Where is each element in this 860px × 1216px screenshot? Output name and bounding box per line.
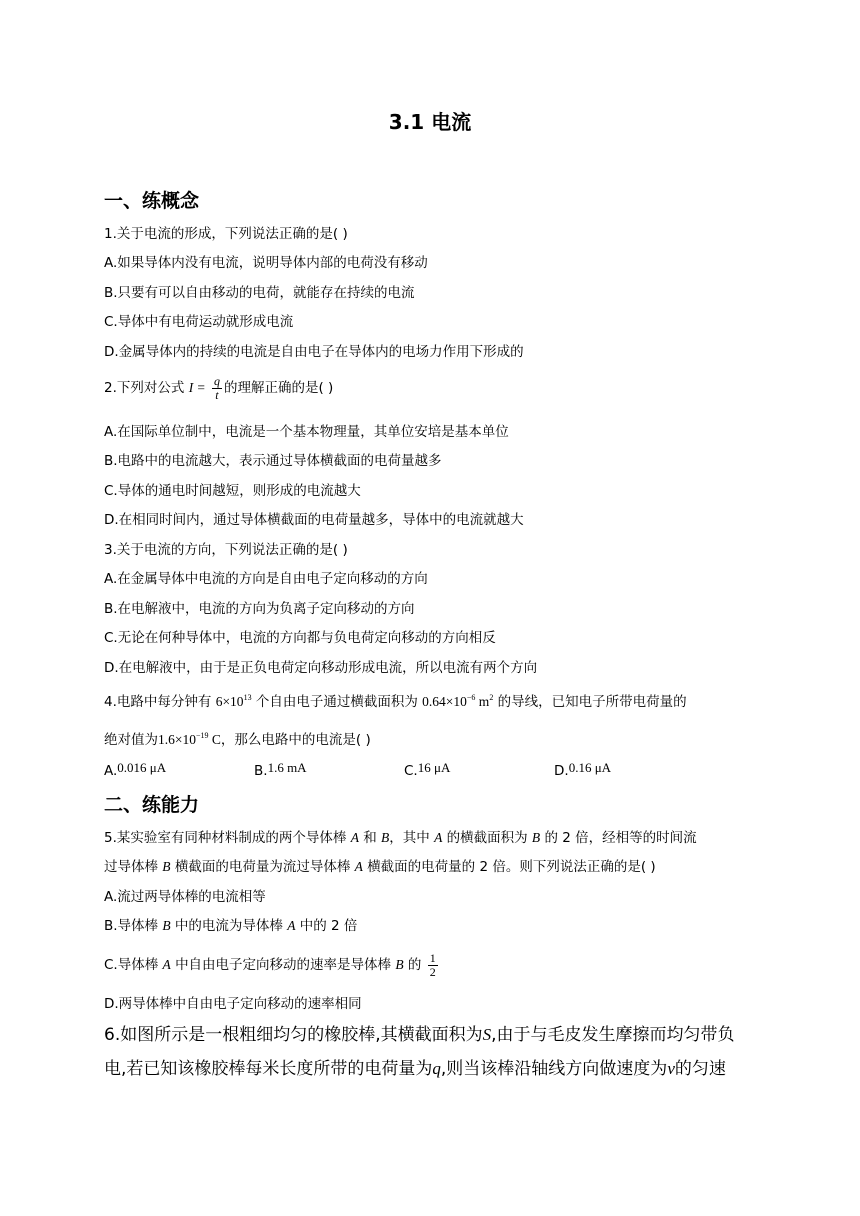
q2-stem xyxy=(104,374,333,402)
q3-option-d: D.在电解液中，由于是正负电荷定向移动形成电流，所以电流有两个方向 xyxy=(104,660,538,676)
q1-stem: 1.关于电流的形成，下列说法正确的是( ) xyxy=(104,226,348,242)
q1-option-a: A.如果导体内没有电流，说明导体内部的电荷没有移动 xyxy=(104,255,428,271)
q2-formula-denominator: t xyxy=(215,387,219,402)
q6-symbol-s: S xyxy=(482,1025,492,1044)
q5-fraction-half xyxy=(428,952,438,979)
q1-option-b: B.只要有可以自由移动的电荷，就能存在持续的电流 xyxy=(104,285,415,301)
q5-text: 5.某实验室有同种材料制成的两个导体棒 xyxy=(104,830,347,846)
q2-stem-suffix: 的理解正确的是( ) xyxy=(223,380,334,396)
q3-option-b: B.在电解液中，电流的方向为负离子定向移动的方向 xyxy=(104,601,415,617)
q4-exponent: 13 xyxy=(243,693,252,702)
q4-option-label: D. xyxy=(554,763,569,779)
q5-text: C.导体棒 xyxy=(104,957,159,973)
q4-option-d xyxy=(554,760,611,779)
q4-number: 1.6×10 xyxy=(158,732,196,747)
q4-number: 6×10 xyxy=(215,694,244,709)
q4-text: 4.电路中每分钟有 xyxy=(104,694,212,710)
q4-text: 个自由电子通过横截面积为 xyxy=(255,694,418,710)
q5-option-b xyxy=(104,917,357,935)
q6-stem-line2 xyxy=(104,1058,726,1080)
q5-text: 过导体棒 xyxy=(104,859,158,875)
q5-symbol-b: B xyxy=(395,957,404,972)
q5-symbol-b: B xyxy=(381,830,390,845)
q5-text: ，其中 xyxy=(389,830,430,846)
q5-text: 中自由电子定向移动的速率是导体棒 xyxy=(175,957,392,973)
q2-stem-prefix: 2.下列对公式 xyxy=(104,380,185,396)
q2-option-b: B.电路中的电流越大，表示通过导体横截面的电荷量越多 xyxy=(104,453,442,469)
q4-exponent: −6 xyxy=(466,693,476,702)
q2-formula-lhs: I = xyxy=(188,380,206,395)
q4-option-label: A. xyxy=(104,763,118,779)
q4-option-label: C. xyxy=(404,763,418,779)
q4-option-label: B. xyxy=(254,763,268,779)
q3-option-c: C.无论在何种导体中，电流的方向都与负电荷定向移动的方向相反 xyxy=(104,630,496,646)
q6-symbol-q: q xyxy=(432,1059,441,1078)
q5-option-d: D.两导体棒中自由电子定向移动的速率相同 xyxy=(104,996,362,1012)
q3-stem: 3.关于电流的方向，下列说法正确的是( ) xyxy=(104,542,348,558)
q5-text: 的 2 倍，经相等的时间流 xyxy=(544,830,697,846)
q3-option-a: A.在金属导体中电流的方向是自由电子定向移动的方向 xyxy=(104,571,428,587)
section-heading-ability: 二、练能力 xyxy=(104,794,200,816)
q5-text: B.导体棒 xyxy=(104,918,159,934)
q5-symbol-a: A xyxy=(287,918,296,933)
q6-stem-line1 xyxy=(104,1024,735,1046)
q5-text: 的横截面积为 xyxy=(446,830,528,846)
q5-text: 中的 2 倍 xyxy=(299,918,358,934)
q4-text: 的导线，已知电子所带电荷量的 xyxy=(497,694,687,710)
q5-fraction-numerator: 1 xyxy=(429,950,436,965)
q4-exponent: −19 xyxy=(196,731,209,740)
q4-option-c xyxy=(404,760,450,779)
q5-stem-line2 xyxy=(104,858,656,876)
section-heading-concepts: 一、练概念 xyxy=(104,190,200,212)
q5-symbol-a: A xyxy=(350,830,359,845)
q1-option-d: D.金属导体内的持续的电流是自由电子在导体内的电场力作用下形成的 xyxy=(104,344,524,360)
q6-text: 电,若已知该橡胶棒每米长度所带的电荷量为 xyxy=(104,1059,433,1079)
q4-option-a xyxy=(104,760,166,779)
q4-number: 0.64×10 xyxy=(422,694,467,709)
q4-text: ，那么电路中的电流是( ) xyxy=(220,732,371,748)
q5-stem-line1 xyxy=(104,829,697,847)
q4-text: 绝对值为 xyxy=(104,732,158,748)
q6-text: 的匀速 xyxy=(674,1059,726,1079)
q4-option-value: 1.6 mA xyxy=(267,760,307,775)
q4-option-b xyxy=(254,760,307,779)
q2-formula-fraction xyxy=(212,375,222,402)
q5-option-a: A.流过两导体棒的电流相等 xyxy=(104,889,266,905)
q5-text: 横截面的电荷量为流过导体棒 xyxy=(174,859,351,875)
q4-stem-line1 xyxy=(104,689,687,711)
q5-symbol-a: A xyxy=(434,830,443,845)
q5-text: 的 xyxy=(407,957,422,973)
q6-text: ,则当该棒沿轴线方向做速度为 xyxy=(440,1059,668,1079)
q5-text: 和 xyxy=(363,830,377,846)
q2-option-a: A.在国际单位制中，电流是一个基本物理量，其单位安培是基本单位 xyxy=(104,424,509,440)
q6-text: ,由于与毛皮发生摩擦而均匀带负 xyxy=(491,1025,735,1045)
q5-symbol-b: B xyxy=(531,830,541,845)
page-title: 3.1 电流 xyxy=(388,110,472,134)
q4-area xyxy=(422,694,493,709)
q4-exponent: 2 xyxy=(489,693,494,702)
q4-option-value: 16 μA xyxy=(417,760,451,775)
q1-option-c: C.导体中有电荷运动就形成电流 xyxy=(104,314,294,330)
q5-symbol-b: B xyxy=(162,859,171,874)
q2-option-c: C.导体的通电时间越短，则形成的电流越大 xyxy=(104,483,361,499)
q5-fraction-denominator: 2 xyxy=(429,964,436,979)
q5-text: 中的电流为导体棒 xyxy=(174,918,283,934)
q5-text: 横截面的电荷量的 2 倍。则下列说法正确的是( ) xyxy=(367,859,656,875)
q2-option-d: D.在相同时间内，通过导体横截面的电荷量越多，导体中的电流就越大 xyxy=(104,512,524,528)
q6-text: 6.如图所示是一根粗细均匀的橡胶棒,其横截面积为 xyxy=(104,1025,483,1045)
q4-electron-count xyxy=(216,694,252,709)
q2-formula-numerator: q xyxy=(213,373,220,388)
q4-unit: m xyxy=(478,694,490,709)
q4-charge xyxy=(158,732,221,747)
q4-option-value: 0.016 μA xyxy=(117,760,167,775)
q4-unit: C xyxy=(211,732,221,747)
q5-symbol-a: A xyxy=(354,859,363,874)
q4-option-value: 0.16 μA xyxy=(568,760,612,775)
q5-option-c xyxy=(104,950,440,980)
q5-symbol-b: B xyxy=(162,918,171,933)
q4-stem-line2 xyxy=(104,727,371,749)
q6-symbol-v: v xyxy=(667,1059,675,1078)
q5-symbol-a: A xyxy=(162,957,171,972)
